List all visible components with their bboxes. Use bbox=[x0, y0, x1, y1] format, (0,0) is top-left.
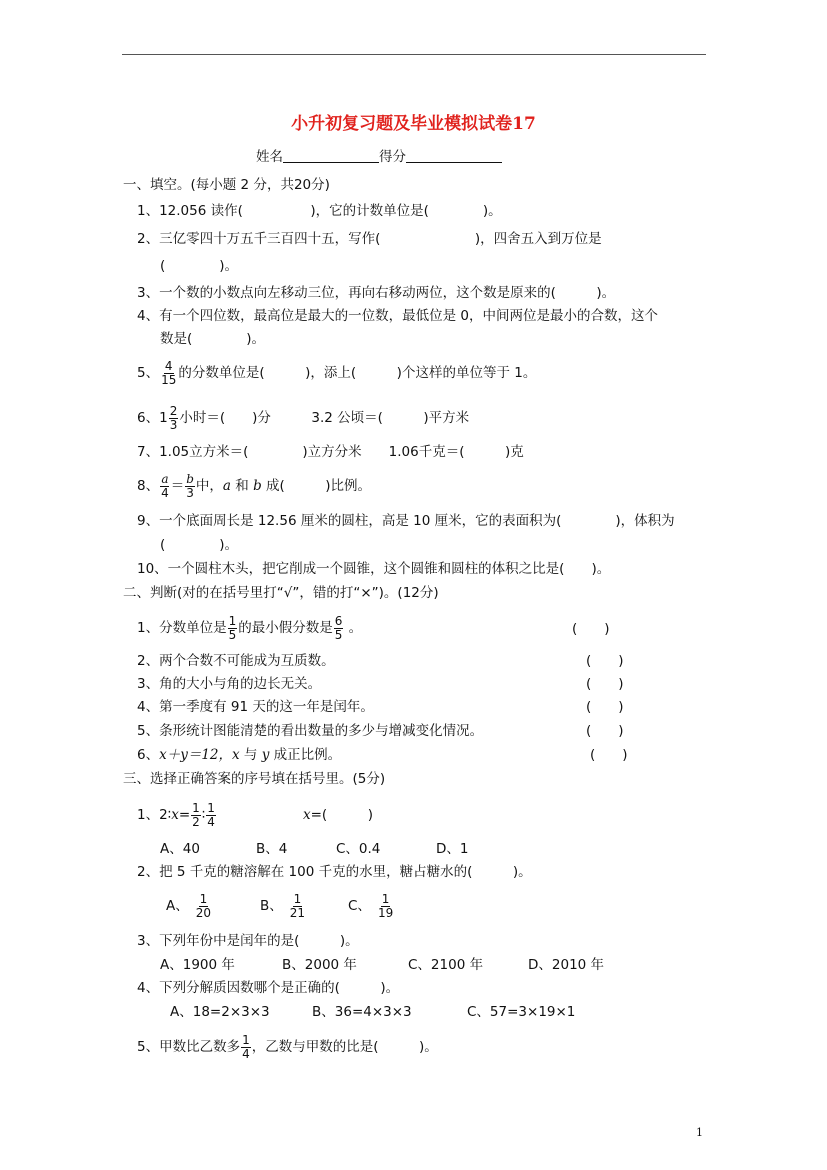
score-blank[interactable] bbox=[406, 149, 502, 163]
choice-q2-option-b[interactable]: B、 $\frac{1}{21}$ bbox=[260, 891, 306, 920]
name-score-line bbox=[256, 149, 502, 165]
judge-q5: 5、条形统计图能清楚的看出数量的多少与增减变化情况。 bbox=[137, 723, 484, 739]
choice-q4-option-c[interactable]: C、57=3×19×1 bbox=[467, 1004, 576, 1020]
judge-q1: 1、分数单位是 $\frac{1}{5}$ 的最小假分数是 $\frac{6}{5}$ 。 bbox=[137, 613, 363, 642]
choice-q2: 2、把 5 千克的糖溶解在 100 千克的水里，糖占糖水的( )。 bbox=[137, 864, 532, 880]
fill-q7: 7、1.05立方米＝( )立方分米 1.06千克＝( )克 bbox=[137, 444, 524, 460]
fill-q5: 5、 $\frac{4}{15}$ 的分数单位是( )，添上( )个这样的单位等于 1。 bbox=[137, 358, 537, 387]
judge-q2: 2、两个合数不可能成为互质数。 bbox=[137, 653, 335, 669]
score-label: 得分 bbox=[379, 149, 406, 165]
choice-q4-option-b[interactable]: B、36=4×3×3 bbox=[312, 1004, 412, 1020]
judge-q3: 3、角的大小与角的边长无关。 bbox=[137, 676, 322, 692]
choice-q5: 5、甲数比乙数多 $\frac{1}{4}$ ，乙数与甲数的比是( )。 bbox=[137, 1032, 438, 1061]
fill-q4-line1: 4、有一个四位数，最高位是最大的一位数，最低位是 0，中间两位是最小的合数，这个 bbox=[137, 308, 658, 324]
fill-q8: 8、 $\frac{a}{4}$ ＝ $\frac{b}{3}$ 中，a 和 b 成( )比例。 bbox=[137, 471, 372, 500]
choice-q3-option-d[interactable]: D、2010 年 bbox=[528, 957, 605, 973]
choice-q3-option-b[interactable]: B、2000 年 bbox=[282, 957, 357, 973]
fill-q2-line1: 2、三亿零四十万五千三百四十五，写作( )，四舍五入到万位是 bbox=[137, 231, 602, 247]
fraction: $\frac{2}{3}$ bbox=[169, 403, 178, 432]
fraction: $\frac{a}{4}$ bbox=[161, 471, 169, 500]
judge-bracket[interactable]: ( ) bbox=[586, 676, 624, 692]
fraction: $\frac{b}{3}$ bbox=[186, 471, 194, 500]
fill-q9-line2: ( )。 bbox=[160, 537, 239, 553]
name-blank[interactable] bbox=[283, 149, 379, 163]
section-2-heading: 二、判断(对的在括号里打“√”，错的打“×”)。(12分) bbox=[123, 585, 439, 601]
fraction: $\frac{6}{5}$ bbox=[334, 613, 343, 642]
fill-q4-line2: 数是( )。 bbox=[160, 331, 266, 347]
judge-q6: 6、x＋y＝12，x 与 y 成正比例。 bbox=[137, 747, 342, 763]
judge-q4: 4、第一季度有 91 天的这一年是闰年。 bbox=[137, 699, 374, 715]
choice-q1-option-b[interactable]: B、4 bbox=[256, 841, 288, 857]
judge-bracket[interactable]: ( ) bbox=[586, 723, 624, 739]
judge-bracket[interactable]: ( ) bbox=[586, 653, 624, 669]
judge-bracket[interactable]: ( ) bbox=[586, 699, 624, 715]
fill-q3: 3、一个数的小数点向左移动三位，再向右移动两位，这个数是原来的( )。 bbox=[137, 285, 616, 301]
fraction: $\frac{4}{15}$ bbox=[161, 358, 177, 387]
choice-q4: 4、下列分解质因数哪个是正确的( )。 bbox=[137, 980, 400, 996]
judge-bracket[interactable]: ( ) bbox=[590, 747, 628, 763]
choice-q3-option-c[interactable]: C、2100 年 bbox=[408, 957, 484, 973]
choice-q3-option-a[interactable]: A、1900 年 bbox=[160, 957, 235, 973]
choice-q1: 1、2∶x= $\frac{1}{2}$ ∶ $\frac{1}{4}$ bbox=[137, 800, 215, 829]
section-3-heading: 三、选择正确答案的序号填在括号里。(5分) bbox=[123, 771, 386, 787]
page-number: 1 bbox=[696, 1126, 703, 1139]
fill-q6: 6、1 $\frac{2}{3}$ 小时＝( )分 3.2 公顷＝( )平方米 bbox=[137, 403, 470, 432]
fraction: $\frac{1}{4}$ bbox=[242, 1032, 250, 1061]
fraction: $\frac{1}{4}$ bbox=[207, 800, 215, 829]
choice-q1-option-d[interactable]: D、1 bbox=[436, 841, 469, 857]
fraction: $\frac{1}{21}$ bbox=[289, 891, 306, 920]
fraction: $\frac{1}{20}$ bbox=[195, 891, 212, 920]
fill-q2-line2: ( )。 bbox=[160, 258, 239, 274]
choice-q1-answer: x=( ) bbox=[303, 807, 373, 823]
fill-q10: 10、一个圆柱木头，把它削成一个圆锥，这个圆锥和圆柱的体积之比是( )。 bbox=[137, 561, 611, 577]
choice-q2-option-a[interactable]: A、 $\frac{1}{20}$ bbox=[166, 891, 212, 920]
choice-q1-option-c[interactable]: C、0.4 bbox=[336, 841, 381, 857]
fraction: $\frac{1}{19}$ bbox=[377, 891, 394, 920]
fraction: $\frac{1}{2}$ bbox=[192, 800, 200, 829]
choice-q3: 3、下列年份中是闰年的是( )。 bbox=[137, 933, 359, 949]
header-rule bbox=[122, 54, 706, 55]
name-label: 姓名 bbox=[256, 149, 283, 165]
fraction: $\frac{1}{5}$ bbox=[228, 613, 237, 642]
choice-q1-option-a[interactable]: A、40 bbox=[160, 841, 200, 857]
section-1-heading: 一、填空。(每小题 2 分，共20分) bbox=[123, 177, 330, 193]
page-title: 小升初复习题及毕业模拟试卷17 bbox=[291, 114, 536, 134]
fill-q1: 1、12.056 读作( )，它的计数单位是( )。 bbox=[137, 203, 502, 219]
judge-bracket[interactable]: ( ) bbox=[572, 621, 610, 637]
choice-q4-option-a[interactable]: A、18=2×3×3 bbox=[170, 1004, 270, 1020]
choice-q2-option-c[interactable]: C、 $\frac{1}{19}$ bbox=[348, 891, 394, 920]
fill-q9-line1: 9、一个底面周长是 12.56 厘米的圆柱，高是 10 厘米，它的表面积为( )，体积为 bbox=[137, 513, 675, 529]
